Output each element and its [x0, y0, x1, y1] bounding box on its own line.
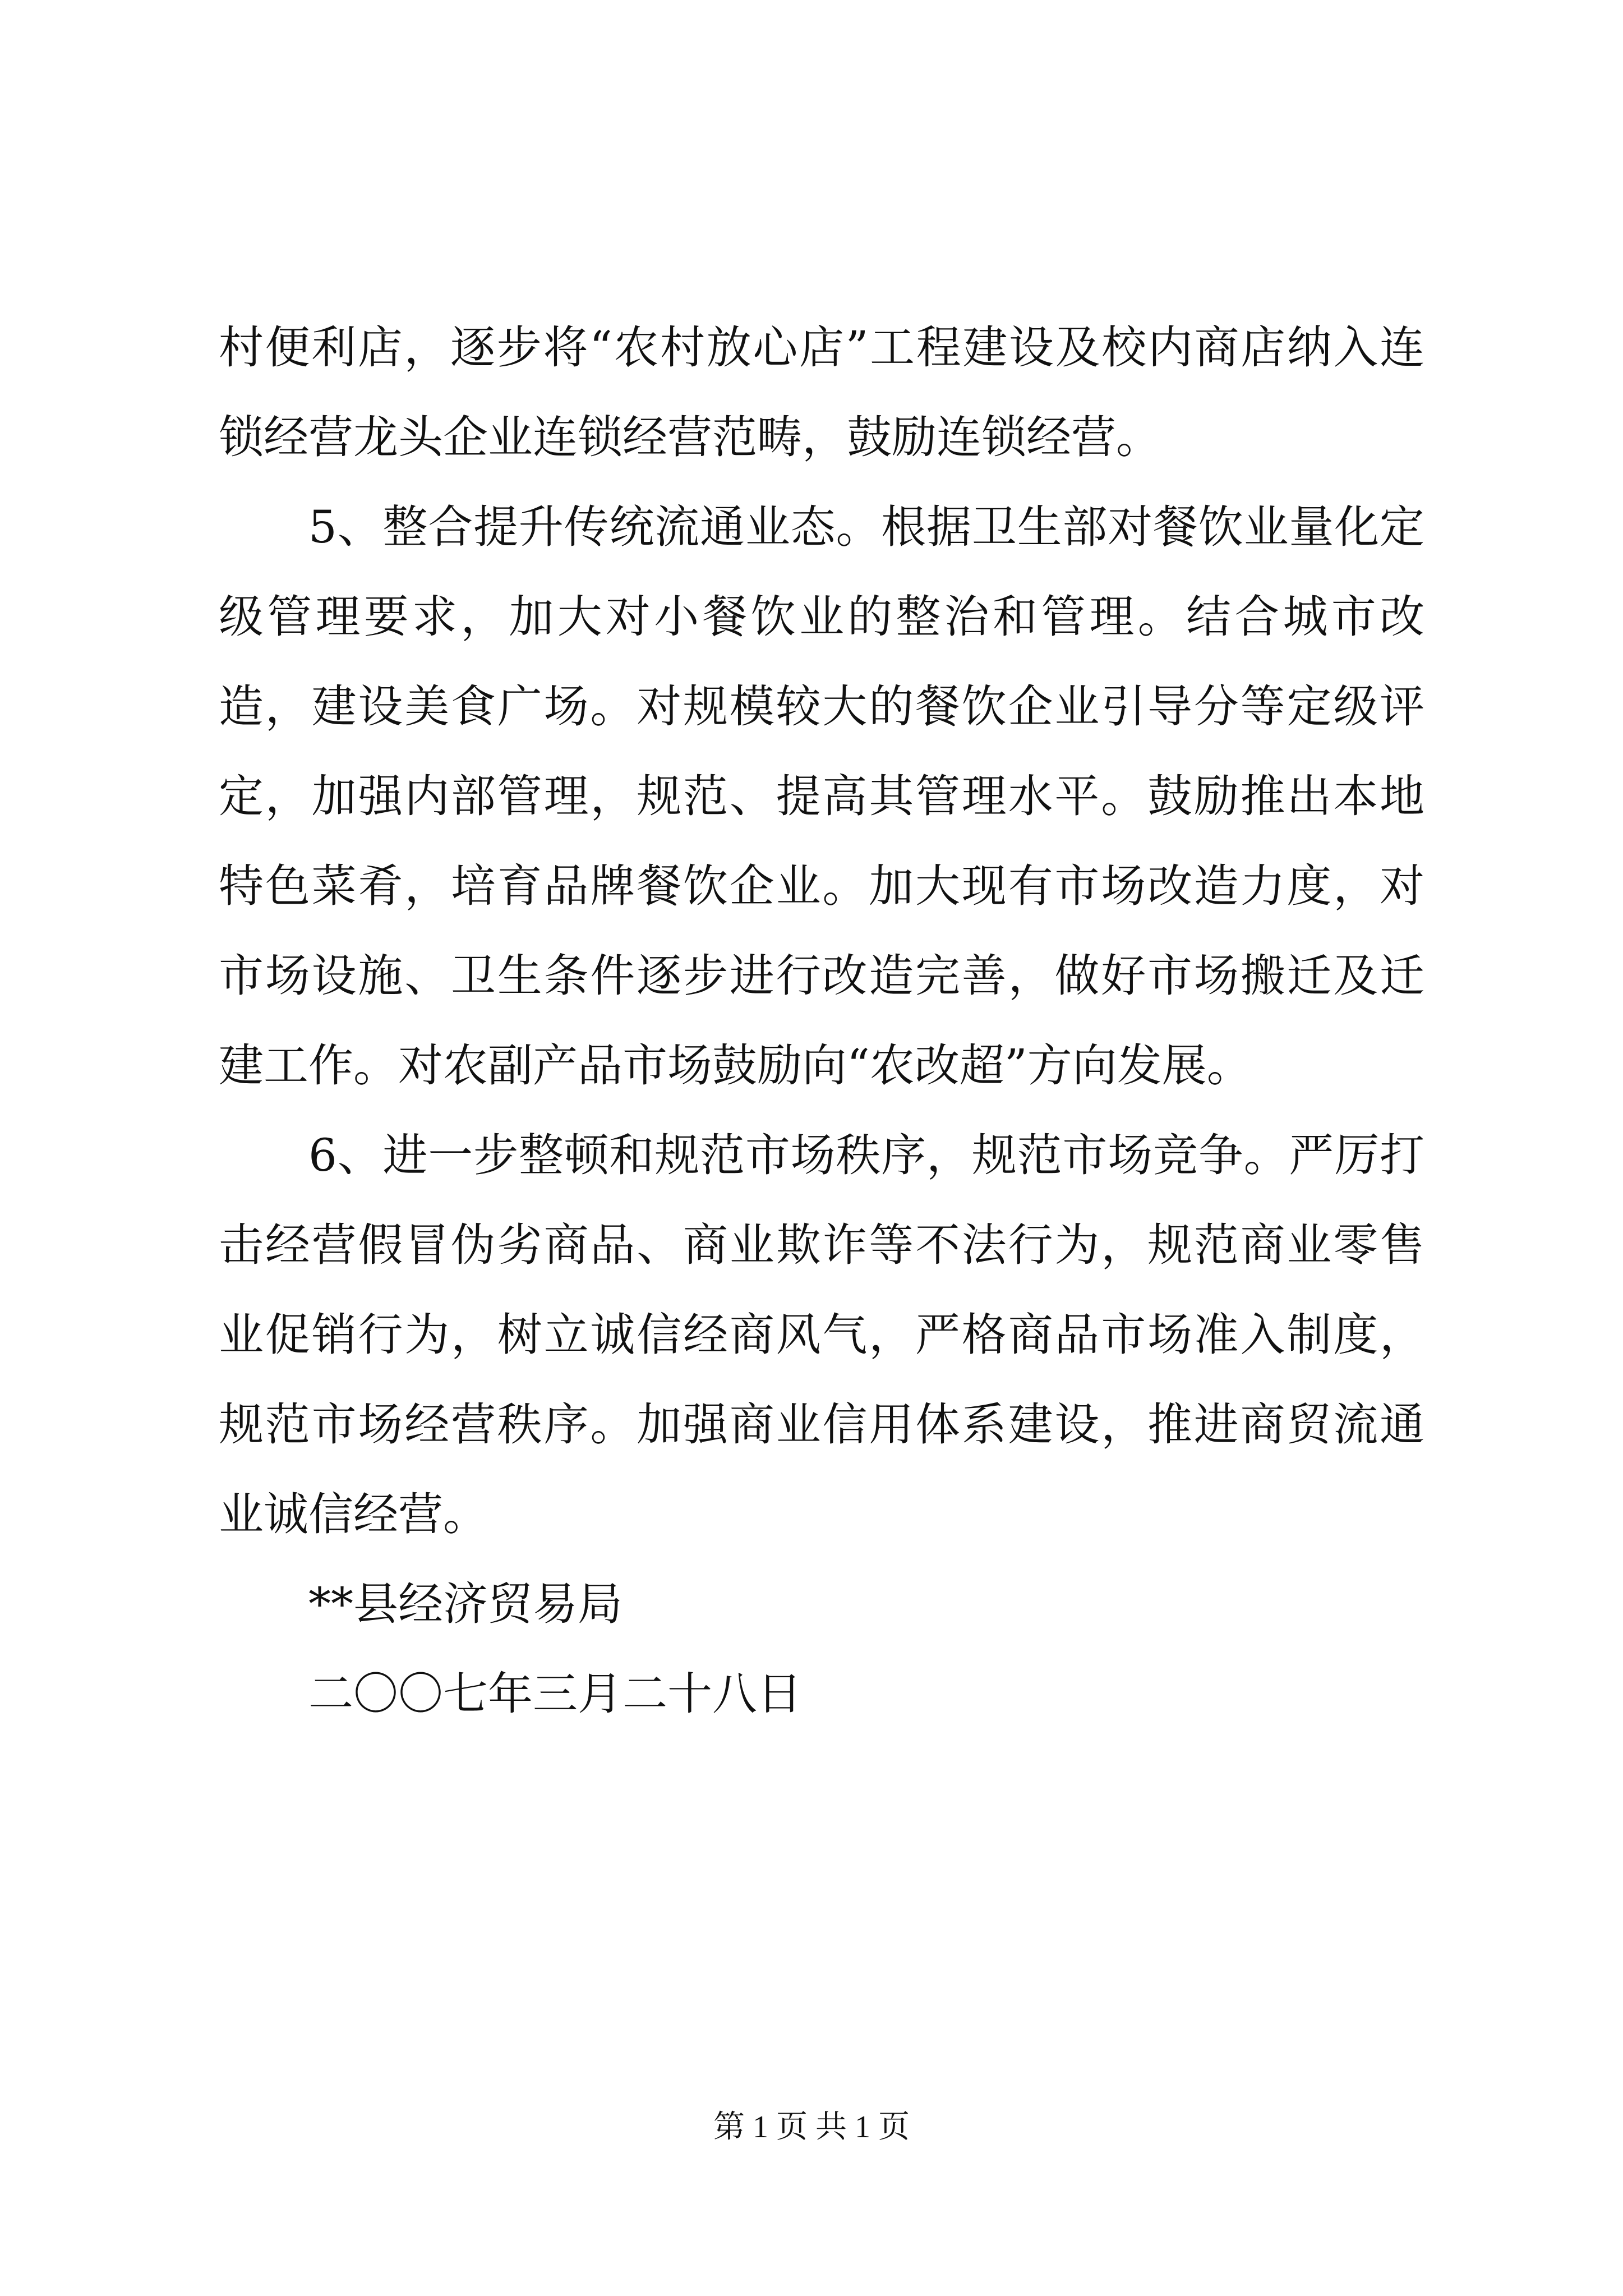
paragraph-continuation: 村便利店，逐步将“农村放心店”工程建设及校内商店纳入连锁经营龙头企业连锁经营范畴，鼓励连锁经营。 [219, 321, 1424, 463]
paragraph-item-5: 5、整合提升传统流通业态。根据卫生部对餐饮业量化定级管理要求，加大对小餐饮业的整治和管理。结合城市改造，建设美食广场。对规模较大的餐饮企业引导分等定级评定，加强内部管理，规范、提高其管理水平。鼓励推出本地特色菜肴，培育品牌餐饮企业。加大现有市场改造力度，对市场设施、卫生条件逐步进行改造完善，做好市场搬迁及迁建工作。对农副产品市场鼓励向“农改超”方向发展。 [219, 501, 1424, 1092]
paragraph-item-6: 6、进一步整顿和规范市场秩序，规范市场竞争。严厉打击经营假冒伪劣商品、商业欺诈等不法行为，规范商业零售业促销行为，树立诚信经商风气，严格商品市场准入制度，规范市场经营秩序。加强商业信用体系建设，推进商贸流通业诚信经营。 [219, 1129, 1424, 1540]
signature-date: 二〇〇七年三月二十八日 [308, 1668, 802, 1720]
signature-organization: **县经济贸易局 [308, 1578, 623, 1630]
document-body [219, 303, 1424, 1739]
page-number-footer: 第 1 页 共 1 页 [713, 2110, 910, 2145]
